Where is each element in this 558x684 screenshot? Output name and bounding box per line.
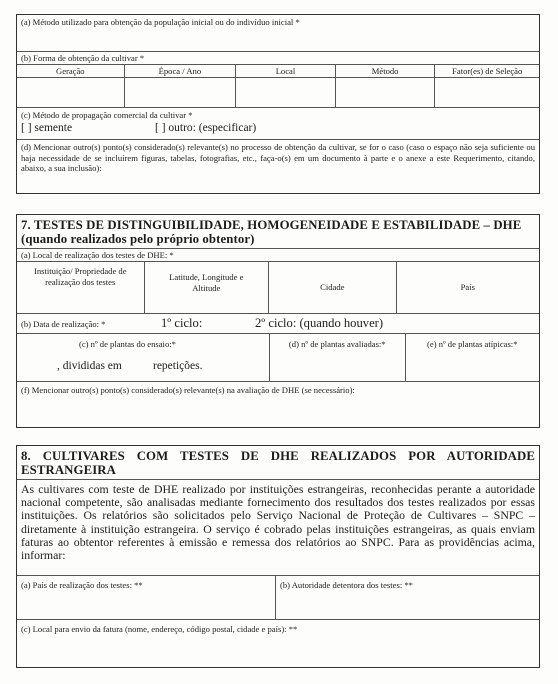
s7-cycle2[interactable]: 2º ciclo: (quando houver) — [255, 316, 384, 330]
s6-propagation-label: (c) Método de propagação comercial da cultivar * — [21, 110, 193, 120]
s8-country-label: (a) País de realização dos testes: ** — [21, 580, 143, 590]
s8-title-row — [17, 446, 539, 480]
cell-geracao[interactable] — [17, 78, 125, 107]
cell-fatores-selecao[interactable] — [435, 78, 539, 107]
cell-epoca-ano[interactable] — [125, 78, 237, 107]
s7-plants-evaluated-label: (d) nº de plantas avaliadas:* — [288, 339, 386, 349]
col-epoca-ano: Época / Ano — [125, 65, 237, 77]
col-geracao: Geração — [17, 65, 125, 77]
option-outro[interactable]: [ ] outro: (especificar) — [155, 122, 257, 134]
s7-plants-row — [17, 334, 539, 382]
s6-form-table-header — [17, 65, 539, 78]
s8-authority-label: (b) Autoridade detentora dos testes: ** — [280, 580, 413, 590]
s7-plants-evaluated-cell[interactable] — [270, 334, 405, 381]
s8-authority-cell[interactable] — [276, 576, 539, 619]
s8-country-authority-row — [17, 576, 539, 620]
s6-propagation-row — [17, 108, 539, 140]
col-metodo: Método — [336, 65, 436, 77]
cell-local[interactable] — [236, 78, 336, 107]
s6-method-row[interactable] — [17, 15, 539, 52]
s7-location-label: (a) Local de realização dos testes de DHE: * — [21, 250, 174, 260]
col-lat-long-alt: Latitude, Longitude e Altitude — [145, 262, 270, 313]
s6-notes-label: (d) Mencionar outro(s) ponto(s) considerado(s) relevante(s) no processo de obtenção da cultivar, se for o caso (caso o espaço não seja suficiente ou haja necessidade de se incluírem figuras, tabelas, fotografias, etc., faça-o(s) em um documento à parte e o anexe a este Requerimento, citando, abaixo, a sua inclusão): — [21, 142, 535, 173]
s7-location-row — [17, 249, 539, 262]
s6-method-label: (a) Método utilizado para obtenção da população inicial ou do indivíduo inicial * — [21, 17, 300, 27]
s7-title-line1: 7. TESTES DE DISTINGUIBILIDADE, HOMOGENEIDADE E ESTABILIDADE – DHE — [21, 218, 522, 232]
s6-form-label: (b) Forma de obtenção da cultivar * — [21, 53, 145, 63]
s7-notes-label: (f) Mencionar outro(s) ponto(s) considerado(s) relevante(s) na avaliação de DHE (se necessário): — [21, 385, 355, 395]
s7-plants-atypical-cell[interactable] — [406, 334, 539, 381]
section-8-box — [16, 445, 540, 668]
section-6-box — [16, 14, 540, 194]
s7-plants-total-label: (c) nº de plantas do ensaio:* — [79, 339, 176, 349]
s8-invoice-label: (c) Local para envio da fatura (nome, endereço, código postal, cidade e país): ** — [21, 624, 298, 634]
s8-title-line2: ESTRANGEIRA — [21, 463, 116, 477]
s7-title-row — [17, 215, 539, 249]
s8-paragraph-row — [17, 480, 539, 576]
cell-metodo[interactable] — [336, 78, 436, 107]
s7-title-line2: (quando realizados pelo próprio obtentor) — [21, 232, 255, 246]
s7-cycle1[interactable]: 1º ciclo: — [161, 316, 203, 330]
s6-form-row — [17, 52, 539, 65]
s6-notes-row[interactable] — [17, 140, 539, 195]
s7-location-table — [17, 262, 539, 314]
s8-country-cell[interactable] — [17, 576, 276, 619]
s8-title-line1: 8. CULTIVARES COM TESTES DE DHE REALIZADOS POR AUTORIDADE — [21, 449, 535, 463]
s7-repetitions: repetições. — [153, 360, 203, 372]
s7-date-row[interactable] — [17, 314, 539, 334]
s6-form-table-body[interactable] — [17, 78, 539, 108]
s8-paragraph: As cultivares com teste de DHE realizado por instituições estrangeiras, reconhecidas perante a autoridade nacional competente, são analisadas mediante fornecimento dos resultados dos testes realizados por essas instituições. Os relatórios são solicitados pelo Serviço Nacional de Proteção de Cultivares – SNPC – diretamente à instituição estrangeira. O serviço é cobrado pelas instituições estrangeiras, as quais enviam faturas ao obtentor referentes à emissão e remessa dos relatórios ao SNPC. Para as providências acima, informar: — [21, 482, 535, 563]
s7-date-label: (b) Data de realização: * — [21, 319, 106, 329]
s7-plants-atypical-label: (e) nº de plantas atípicas:* — [427, 339, 518, 349]
col-cidade: Cidade — [269, 262, 397, 313]
s7-divided-in: , divididas em — [57, 360, 122, 372]
col-instituicao: Instituição/ Propriedade de realização dos testes — [17, 262, 145, 313]
s7-plants-total-cell[interactable] — [17, 334, 270, 381]
col-pais: País — [460, 282, 475, 293]
col-local: Local — [236, 65, 336, 77]
section-7-box — [16, 214, 540, 428]
option-semente[interactable]: [ ] semente — [21, 122, 73, 134]
s8-invoice-row[interactable] — [17, 620, 539, 667]
s7-notes-row[interactable] — [17, 382, 539, 427]
col-fatores-selecao: Fator(es) de Seleção — [452, 65, 523, 76]
